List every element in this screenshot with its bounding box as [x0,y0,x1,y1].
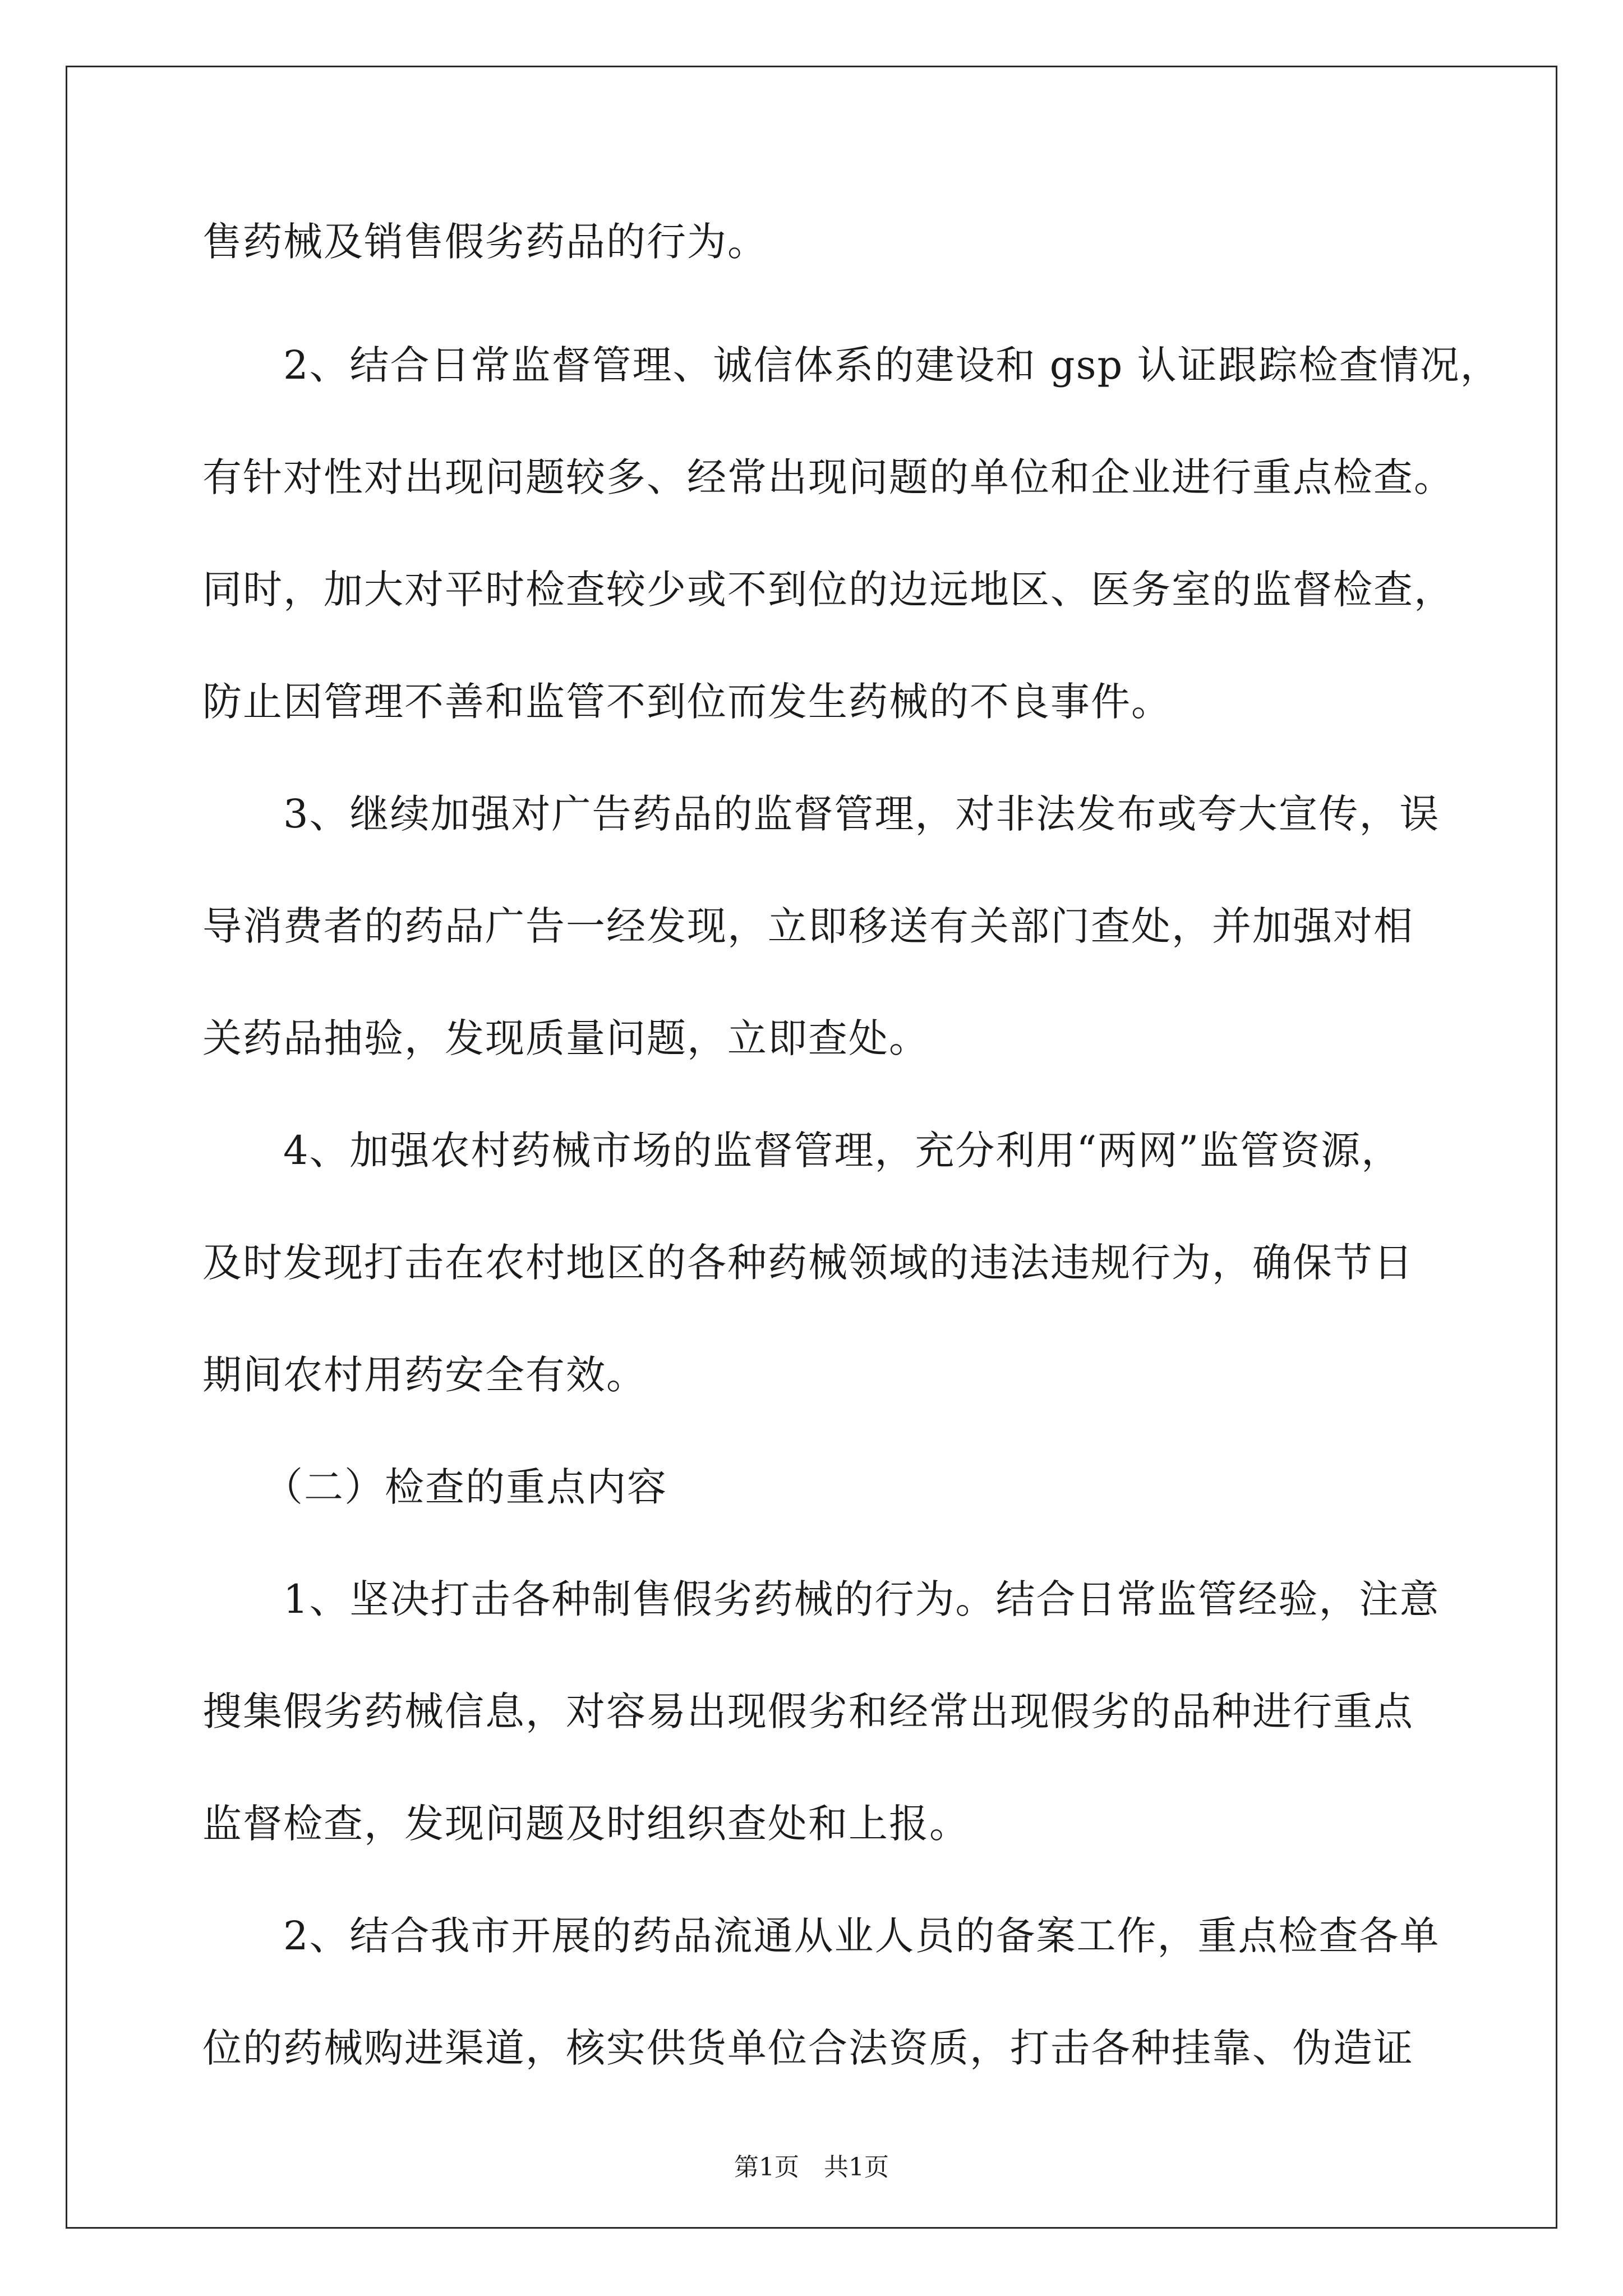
text-line: 防止因管理不善和监管不到位而发生药械的不良事件。 [202,679,1172,725]
text-line: 搜集假劣药械信息，对容易出现假劣和经常出现假劣的品种进行重点 [202,1688,1414,1734]
text-line: 有针对性对出现问题较多、经常出现问题的单位和企业进行重点检查。 [202,454,1454,500]
text-line: 关药品抽验，发现质量问题，立即查处。 [202,1015,929,1061]
page-footer: 第1页 共1页 [734,2153,889,2182]
text-line: 期间农村用药安全有效。 [202,1352,647,1398]
text-line: 3、继续加强对广告药品的监督管理，对非法发布或夸大宣传，误 [202,791,1440,837]
text-line: 位的药械购进渠道，核实供货单位合法资质，打击各种挂靠、伪造证 [202,2025,1414,2071]
text-line: 同时，加大对平时检查较少或不到位的边远地区、医务室的监督检查， [202,567,1454,613]
text-line: 及时发现打击在农村地区的各种药械领域的违法违规行为，确保节日 [202,1240,1414,1286]
text-line: 1、坚决打击各种制售假劣药械的行为。结合日常监管经验，注意 [202,1576,1440,1622]
text-line: 4、加强农村药械市场的监督管理，充分利用“两网”监管资源， [202,1128,1402,1174]
text-line: 导消费者的药品广告一经发现，立即移送有关部门查处，并加强对相 [202,903,1414,949]
section-heading: （二）检查的重点内容 [202,1464,667,1510]
text-line: 2、结合我市开展的药品流通从业人员的备案工作，重点检查各单 [202,1913,1440,1959]
text-line: 售药械及销售假劣药品的行为。 [202,219,768,265]
text-line: 监督检查，发现问题及时组织查处和上报。 [202,1801,970,1847]
text-line: 2、结合日常监督管理、诚信体系的建设和 gsp 认证跟踪检查情况， [202,342,1501,388]
